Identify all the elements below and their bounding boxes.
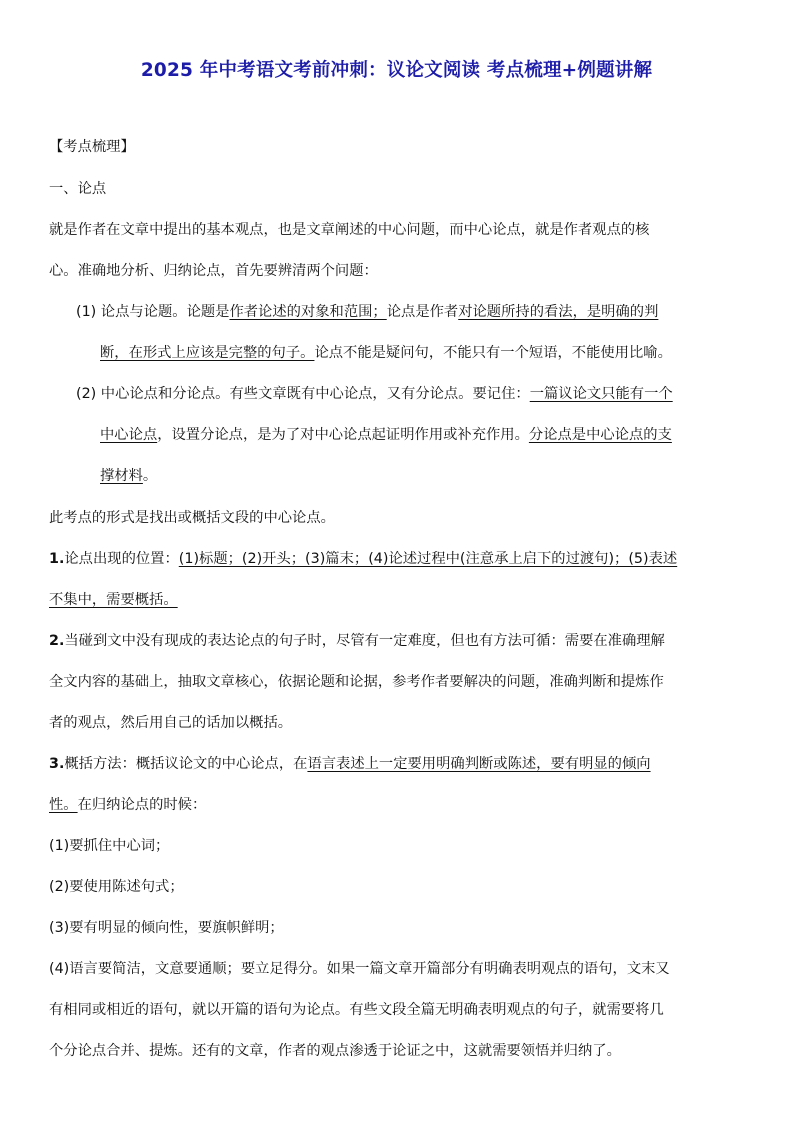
point3-underline-2: 性。 (49, 797, 78, 813)
point2-line-3: 者的观点，然后用自己的话加以概括。 (49, 715, 293, 731)
point1-number: 1. (49, 551, 65, 567)
method-4-line-2: 有相同或相近的语句，就以开篇的语句为论点。有些文段全篇无明确表明观点的句子，就需要将几 (49, 1002, 664, 1018)
item1-line-1 (76, 302, 658, 322)
item2-line-2 (100, 425, 672, 445)
method-3: (3)要有明显的倾向性，要旗帜鲜明； (49, 920, 284, 936)
item1-line-2 (100, 343, 672, 363)
item1-underline-3: 断，在形式上应该是完整的句子。 (100, 345, 315, 361)
item2-line-3 (100, 466, 157, 486)
item2-underline-4: 撑材料 (100, 468, 143, 484)
item2-text-3: 。 (142, 468, 158, 484)
item2-underline-3: 分论点是中心论点的支 (528, 427, 672, 443)
point1-line-2 (49, 590, 178, 610)
form-line: 此考点的形式是找出或概括文段的中心论点。 (49, 510, 335, 526)
item2-line-1 (76, 384, 673, 404)
section-header: 【考点梳理】 (49, 139, 135, 155)
point3-number: 3. (49, 756, 65, 772)
point3-text: 概括方法：概括议论文的中心论点，在 (64, 756, 308, 772)
point2-line-2: 全文内容的基础上，抽取文章核心，依据论题和论据，参考作者要解决的问题，准确判断和提炼作 (49, 674, 664, 690)
item2-underline-1: 一篇议论文只能有一个 (529, 386, 673, 402)
intro-line-1: 就是作者在文章中提出的基本观点，也是文章阐述的中心问题，而中心论点，就是作者观点的核 (49, 222, 650, 238)
point3-line-2 (49, 795, 206, 815)
point3-underline: 语言表述上一定要用明确判断或陈述，要有明显的倾向 (307, 756, 651, 772)
intro-line-2: 心。准确地分析、归纳论点，首先要辨清两个问题： (49, 263, 378, 279)
document-title: 2025 年中考语文考前冲刺：议论文阅读 考点梳理+例题讲解 (140, 60, 653, 81)
item2-text: (2) 中心论点和分论点。有些文章既有中心论点，又有分论点。要记住： (76, 386, 530, 402)
item2-underline-2: 中心论点 (100, 427, 158, 443)
method-2: (2)要使用陈述句式； (49, 879, 184, 895)
point3-line-1 (49, 754, 651, 774)
point1-underline-2: 不集中，需要概括。 (49, 592, 178, 608)
item1-text-2: 论点是作者 (386, 304, 459, 320)
point3-text-2: 在归纳论点的时候： (77, 797, 207, 813)
point1-underline: (1)标题；(2)开头；(3)篇末；(4)论述过程中(注意承上启下的过渡句)；(5)表述 (178, 551, 678, 567)
item1-underline-1: 作者论述的对象和范围； (229, 304, 387, 320)
item1-text-3: 论点不能是疑问句，不能只有一个短语，不能使用比喻。 (314, 345, 672, 361)
point2-text: 当碰到文中没有现成的表达论点的句子时，尽管有一定难度，但也有方法可循：需要在准确理解 (64, 633, 665, 649)
item1-underline-2: 对论题所持的看法，是明确的判 (458, 304, 659, 320)
method-4-line-1: (4)语言要简洁，文意要通顺；要立足得分。如果一篇文章开篇部分有明确表明观点的语句，文末又 (49, 961, 670, 977)
point1-line-1 (49, 549, 677, 569)
item1-text: (1) 论点与论题。论题是 (76, 304, 230, 320)
point2-line-1 (49, 631, 665, 651)
heading-argument: 一、论点 (49, 181, 107, 197)
method-1: (1)要抓住中心词； (49, 838, 170, 854)
point2-number: 2. (49, 633, 65, 649)
item2-text-2: ，设置分论点，是为了对中心论点起证明作用或补充作用。 (157, 427, 529, 443)
method-4-line-3: 个分论点合并、提炼。还有的文章，作者的观点渗透于论证之中，这就需要领悟并归纳了。 (49, 1043, 621, 1059)
point1-text: 论点出现的位置： (64, 551, 179, 567)
